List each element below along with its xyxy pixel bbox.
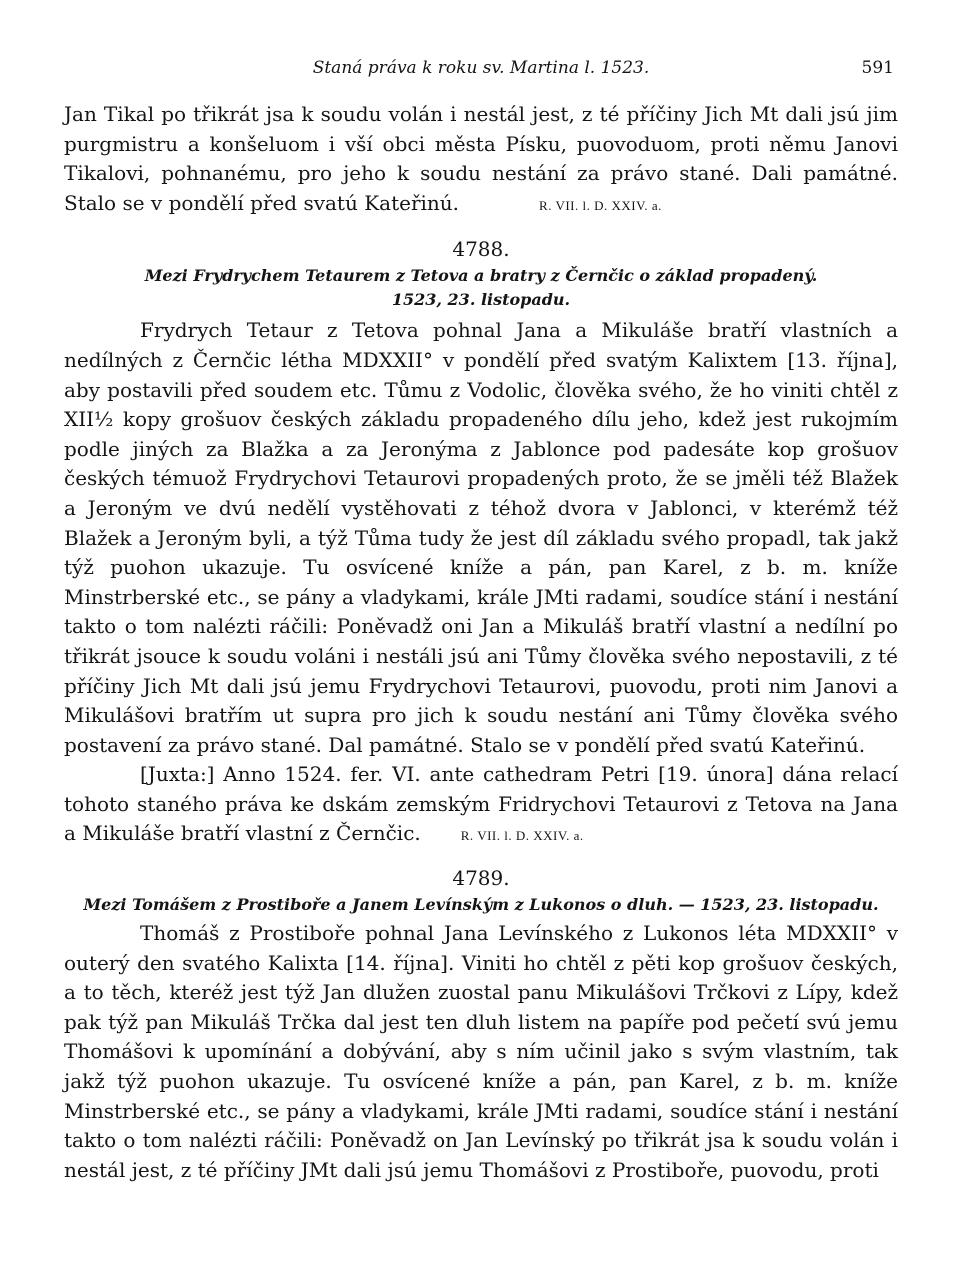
carryover-paragraph [64,100,898,220]
archive-reference: R. VII. l. D. XXIV. a. [539,197,662,213]
page-number: 591 [861,58,894,78]
entry-heading: Mezi Tomášem z Prostiboře a Janem Levínským z Lukonos o dluh. — 1523, 23. listopadu. [83,895,879,915]
entry-heading [64,264,898,312]
carryover-text: Jan Tikal po třikrát jsa k soudu volán i nestál jest, z té příčiny Jich Mt dali jsú jim purgmistru a konšeluom i vší obci města Písku, puovoduom, proti němu Janovi Tikalovi, pohnanému, pro jeho k soudu nestání za právo stané. Dali památné. Stalo se v pondělí před svatú Kateřinú. [64,102,898,215]
entry-paragraph [64,760,898,851]
entry-heading-title: Mezi Frydrychem Tetaurem z Tetova a bratry z Černčic o základ propadený. [144,266,818,286]
entry-heading-date: 1523, 23. listopadu. [391,290,571,310]
running-title: Staná práva k roku sv. Martina l. 1523. [312,58,650,78]
entry-number: 4789. [452,866,510,891]
archive-reference: R. VII. l. D. XXIV. a. [460,828,584,844]
running-header [64,58,898,92]
entry-number: 4788. [452,237,510,262]
entry-paragraph: Frydrych Tetaur z Tetova pohnal Jana a Mikuláše bratří vlastních a nedílných z Černčic létha MDXXII° v pondělí před svatým Kalixtem [13. října], aby postavili před soudem etc. Tůmu z Vodolic, člověka svého, že ho viniti chtěl z XII½ kopy grošuov českých základu propadeného dílu jeho, kdež jest rukojmím podle jiných za Blažka a za Jeronýma z Jablonce pod padesáte kop grošuov českých témuož Frydrychovi Tetaurovi propadených proto, že se jměli též Blažek a Jeroným ve dvú nedělí vystěhovati z téhož dvora v Jablonci, v kterémž též Blažek a Jeroným byli, a týž Tůma tudy že jest díl základu svého propadl, tak jakž týž puohon ukazuje. Tu osvícené kníže a pán, pan Karel, z b. m. kníže Minstrberské etc., se pány a vladykami, krále JMti radami, soudíce stání i nestání takto o tom nalézti ráčili: Poněvadž oni Jan a Mikuláš bratří vlastní a nedílní po třikrát jsouce k soudu voláni i nestáli jsú ani Tůmy člověka svého nepostavili, z té příčiny Jich Mt dali jsú jemu Frydrychovi Tetaurovi, puovodu, proti nim Janovi a Mikulášovi bratřím ut supra pro jich k soudu nestání ani Tůmy člověka svého postavení za právo stané. Dal památné. Stalo se v pondělí před svatú Kateřinú. [64,318,898,757]
entry-paragraph: Thomáš z Prostiboře pohnal Jana Levínského z Lukonos léta MDXXII° v outerý den svatého Kalixta [14. října]. Viniti ho chtěl z pěti kop grošuov českých, a to těch, kteréž jest týž Jan dlužen zuostal panu Mikulášovi Trčkovi z Lípy, kdež pak týž pan Mikuláš Trčka dal jest ten dluh listem na papíře pod pečetí svú jemu Thomášovi k upomínání a dobývání, aby s ním učinil jako s svým vlastním, tak jakž týž puohon ukazuje. Tu osvícené kníže a pán, pan Karel, z b. m. kníže Minstrberské etc., se pány a vladykami, krále JMti radami, soudíce stání i nestání takto o tom nalézti ráčili: Poněvadž on Jan Levínský po třikrát jsa k soudu volán i nestál jest, z té příčiny JMt dali jsú jemu Thomášovi z Prostiboře, puovodu, proti [64,921,898,1182]
relation-text: [Juxta:] Anno 1524. fer. VI. ante cathedram Petri [19. února] dána relací tohoto staného práva ke dskám zemským Fridrychovi Tetaurovi z Tetova na Jana a Mikuláše bratří vlastní z Černčic. [64,762,898,846]
